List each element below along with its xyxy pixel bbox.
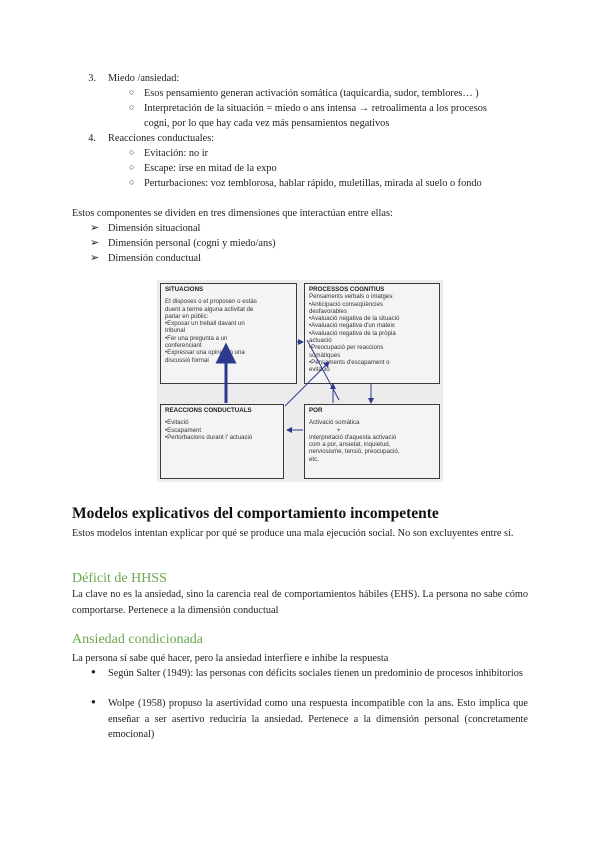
bullet-dot-icon: ● <box>91 667 96 676</box>
box-line: •Expressar una opinió en una <box>165 349 245 357</box>
box-line: actuació <box>309 337 332 345</box>
dimension-item: Dimensión conductual <box>108 253 201 264</box>
box-line: somàtiques <box>309 351 341 359</box>
list-number-3: 3. <box>88 73 96 84</box>
box-line: •Avaluació negativa de la pròpia <box>309 329 396 337</box>
deficit-heading: Déficit de HHSS <box>72 571 167 586</box>
ansiedad-bullet-wolpe: Wolpe (1958) propuso la asertividad como una respuesta incompatible con la ans. Esto implica que enseñar a ser asertivo reduciría la ansiedad. Pertenece a la dimensión personal (concretamente emocional) <box>108 698 528 740</box>
box-line: •Avaluació negativa d'un mateix <box>309 322 395 330</box>
list-item-miedo: Miedo /ansiedad: <box>108 73 180 84</box>
sub-item: Evitación: no ir <box>144 148 209 159</box>
sub-item: Esos pensamiento generan activación somática (taquicardia, sudor, temblores… ) <box>144 88 479 99</box>
box-line: •Evitació <box>165 419 189 427</box>
box-line: •Exposar un treball davant un <box>165 320 245 328</box>
box-line: conferenciant <box>165 342 202 350</box>
list-number-4: 4. <box>88 133 96 144</box>
box-line: •Fer una pregunta a un <box>165 334 228 342</box>
section-title: Modelos explicativos del comportamiento incompetente <box>72 505 439 522</box>
box-title: REACCIONS CONDUCTUALS <box>165 407 252 414</box>
box-title: POR <box>309 407 323 414</box>
box-line: tribunal <box>165 327 185 335</box>
arrow-bullet-icon: ➢ <box>90 237 100 249</box>
anxiety-model-diagram <box>157 280 443 482</box>
section-intro: Estos modelos intentan explicar por qué se produce una mala ejecución social. No son excluyentes entre sí. <box>72 528 514 539</box>
box-line: Pensaments verbals o imatges: <box>309 293 395 301</box>
box-line: duent a terme alguna activitat de <box>165 305 254 313</box>
box-title: SITUACIONS <box>165 286 204 293</box>
box-line: •Pensaments d'escapament o <box>309 358 390 366</box>
box-line: •Anticipació conseqüències <box>309 300 383 308</box>
box-line: Activació somàtica <box>309 419 360 427</box>
deficit-text: La clave no es la ansiedad, sino la carencia real de comportamientos hábiles (EHS). La persona no sabe cómo comportarse. Pertenece a la dimensión conductual <box>72 589 528 616</box>
circle-bullet-icon: ○ <box>129 87 135 97</box>
circle-bullet-icon: ○ <box>129 177 135 187</box>
ansiedad-heading: Ansiedad condicionada <box>72 632 204 647</box>
box-line: Et disposes o et proposen o estàs <box>165 298 257 306</box>
sub-item-continued: cogni, por lo que hay cada vez más pensamientos negativos <box>144 118 390 129</box>
box-line: •Escapament <box>165 426 202 434</box>
arrow-diagonal-icon <box>307 340 339 400</box>
dimension-item: Dimensión personal (cogni y miedo/ans) <box>108 238 276 249</box>
box-line: + <box>337 426 341 434</box>
sub-item: Escape: irse en mitad de la expo <box>144 163 277 174</box>
dimensions-intro: Estos componentes se dividen en tres dimensiones que interactúan entre ellas: <box>72 208 393 219</box>
circle-bullet-icon: ○ <box>129 162 135 172</box>
box-line: desfavorables <box>309 307 347 315</box>
box-line: evitació <box>309 366 330 374</box>
box-line: •Preocupació per reaccions <box>309 344 384 352</box>
arrow-bullet-icon: ➢ <box>90 252 100 264</box>
box-line: parlar en públic: <box>165 312 209 320</box>
ansiedad-intro: La persona sí sabe qué hacer, pero la ansiedad interfiere e inhibe la respuesta <box>72 653 389 664</box>
box-line: etc. <box>309 455 319 463</box>
ansiedad-bullet-salter: Según Salter (1949): las personas con déficits sociales tienen un predominio de procesos inhibitorios <box>108 668 523 679</box>
list-item-reacciones: Reacciones conductuales: <box>108 133 215 144</box>
bullet-dot-icon: ● <box>91 697 96 706</box>
box-line: •Avaluació negativa de la situació <box>309 315 400 323</box>
sub-item: Perturbaciones: voz temblorosa, hablar rápido, muletillas, mirada al suelo o fondo <box>144 178 482 189</box>
box-line: nerviosisme, tensió, preocupació, <box>309 448 400 456</box>
box-title: PROCESSOS COGNITIUS <box>309 286 385 293</box>
box-line: discussió formal <box>165 356 209 364</box>
sub-item: Interpretación de la situación = miedo o ans intensa → retroalimenta a los procesos <box>144 103 487 114</box>
circle-bullet-icon: ○ <box>129 147 135 157</box>
dimension-item: Dimensión situacional <box>108 223 201 234</box>
diagram-arrows <box>157 280 443 482</box>
arrow-bullet-icon: ➢ <box>90 222 100 234</box>
box-line: •Pertorbacions durant l' actuació <box>165 433 253 441</box>
box-line: Interpretació d'aquesta activació <box>309 433 397 441</box>
box-line: com a por, ansietat, inquietud, <box>309 441 391 449</box>
circle-bullet-icon: ○ <box>129 102 135 112</box>
